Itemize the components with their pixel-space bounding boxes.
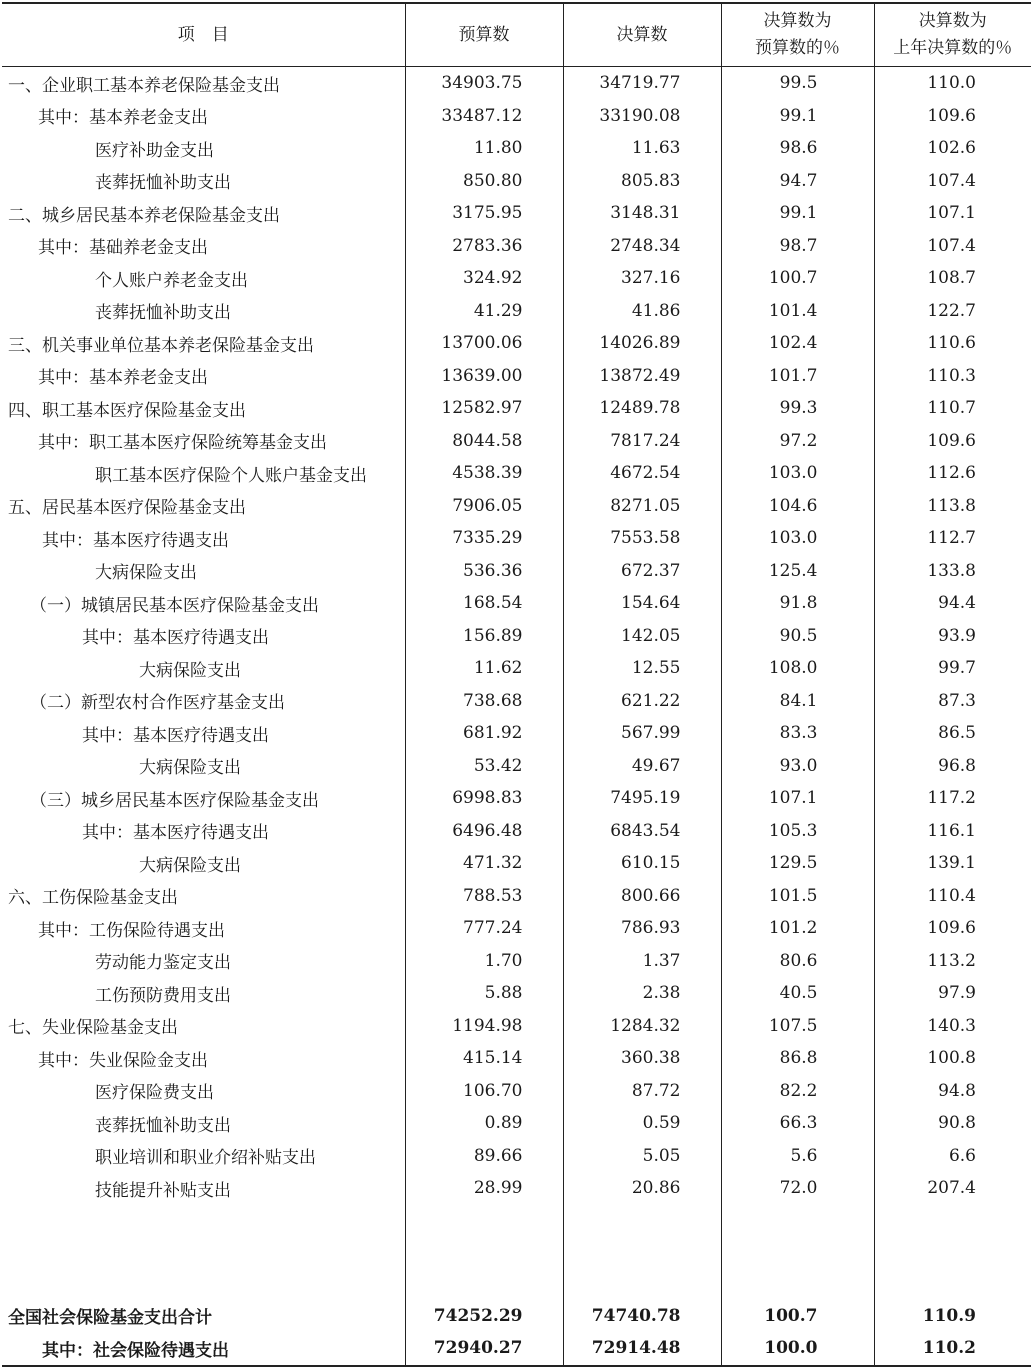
table-row: 劳动能力鉴定支出 1.70 1.37 80.6 113.2	[2, 945, 1031, 978]
table-row: 四、职工基本医疗保险基金支出 12582.97 12489.78 99.3 110.7	[2, 392, 1031, 425]
table-row: 个人账户养老金支出 324.92 327.16 100.7 108.7	[2, 262, 1031, 295]
header-row	[2, 3, 1031, 67]
table-row: 七、失业保险基金支出 1194.98 1284.32 107.5 140.3	[2, 1010, 1031, 1043]
table-row: 丧葬抚恤补助支出 41.29 41.86 101.4 122.7	[2, 295, 1031, 328]
table-row: 其中：基本养老金支出 33487.12 33190.08 99.1 109.6	[2, 100, 1031, 133]
table-row: 三、机关事业单位基本养老保险基金支出 13700.06 14026.89 102.4 110.6	[2, 327, 1031, 360]
header-ratio-prev: 决算数为 上年决算数的％	[874, 3, 1031, 67]
table-header	[2, 3, 1031, 67]
table-row: 职业培训和职业介绍补贴支出 89.66 5.05 5.6 6.6	[2, 1140, 1031, 1173]
table-row: 职工基本医疗保险个人账户基金支出 4538.39 4672.54 103.0 112.6	[2, 457, 1031, 490]
table-row: 其中：基础养老金支出 2783.36 2748.34 98.7 107.4	[2, 230, 1031, 263]
table-row: 大病保险支出 471.32 610.15 129.5 139.1	[2, 847, 1031, 880]
table-total-row: 全国社会保险基金支出合计 74252.29 74740.78 100.7 110.9	[2, 1300, 1031, 1333]
table-row: 大病保险支出 11.62 12.55 108.0 99.7	[2, 652, 1031, 685]
header-item: 项 目	[2, 3, 405, 67]
table-row: 其中：基本医疗待遇支出 681.92 567.99 83.3 86.5	[2, 717, 1031, 750]
table-row: 其中：失业保险金支出 415.14 360.38 86.8 100.8	[2, 1042, 1031, 1075]
table-row: 二、城乡居民基本养老保险基金支出 3175.95 3148.31 99.1 107.1	[2, 197, 1031, 230]
table-row: （二）新型农村合作医疗基金支出 738.68 621.22 84.1 87.3	[2, 685, 1031, 718]
table-row: 其中：工伤保险待遇支出 777.24 786.93 101.2 109.6	[2, 912, 1031, 945]
table-row: 其中：基本医疗待遇支出 156.89 142.05 90.5 93.9	[2, 620, 1031, 653]
table-row: 其中：职工基本医疗保险统筹基金支出 8044.58 7817.24 97.2 109.6	[2, 425, 1031, 458]
header-ratio-budget: 决算数为 预算数的％	[721, 3, 874, 67]
table-row: 医疗补助金支出 11.80 11.63 98.6 102.6	[2, 132, 1031, 165]
table-row: 其中：基本医疗待遇支出 6496.48 6843.54 105.3 116.1	[2, 815, 1031, 848]
table-row: 其中：基本养老金支出 13639.00 13872.49 101.7 110.3	[2, 360, 1031, 393]
table-row: 其中：基本医疗待遇支出 7335.29 7553.58 103.0 112.7	[2, 522, 1031, 555]
table-row: （一）城镇居民基本医疗保险基金支出 168.54 154.64 91.8 94.4	[2, 587, 1031, 620]
table-spacer-row	[2, 1205, 1031, 1300]
table-row: 丧葬抚恤补助支出 0.89 0.59 66.3 90.8	[2, 1107, 1031, 1140]
table-row: 大病保险支出 53.42 49.67 93.0 96.8	[2, 750, 1031, 783]
table-body	[2, 67, 1031, 1366]
table-row: 医疗保险费支出 106.70 87.72 82.2 94.8	[2, 1075, 1031, 1108]
table-row: 技能提升补贴支出 28.99 20.86 72.0 207.4	[2, 1172, 1031, 1205]
table-row: 一、企业职工基本养老保险基金支出 34903.75 34719.77 99.5 110.0	[2, 67, 1031, 100]
social-insurance-expenditure-table	[2, 2, 1031, 1367]
table-row: 大病保险支出 536.36 672.37 125.4 133.8	[2, 555, 1031, 588]
table-row: 丧葬抚恤补助支出 850.80 805.83 94.7 107.4	[2, 165, 1031, 198]
table-row: 六、工伤保险基金支出 788.53 800.66 101.5 110.4	[2, 880, 1031, 913]
table-row: 工伤预防费用支出 5.88 2.38 40.5 97.9	[2, 977, 1031, 1010]
table-row: 五、居民基本医疗保险基金支出 7906.05 8271.05 104.6 113.8	[2, 490, 1031, 523]
header-actual: 决算数	[563, 3, 721, 67]
table-row: （三）城乡居民基本医疗保险基金支出 6998.83 7495.19 107.1 117.2	[2, 782, 1031, 815]
table-total-subrow: 其中：社会保险待遇支出 72940.27 72914.48 100.0 110.2	[2, 1332, 1031, 1366]
header-budget: 预算数	[405, 3, 563, 67]
